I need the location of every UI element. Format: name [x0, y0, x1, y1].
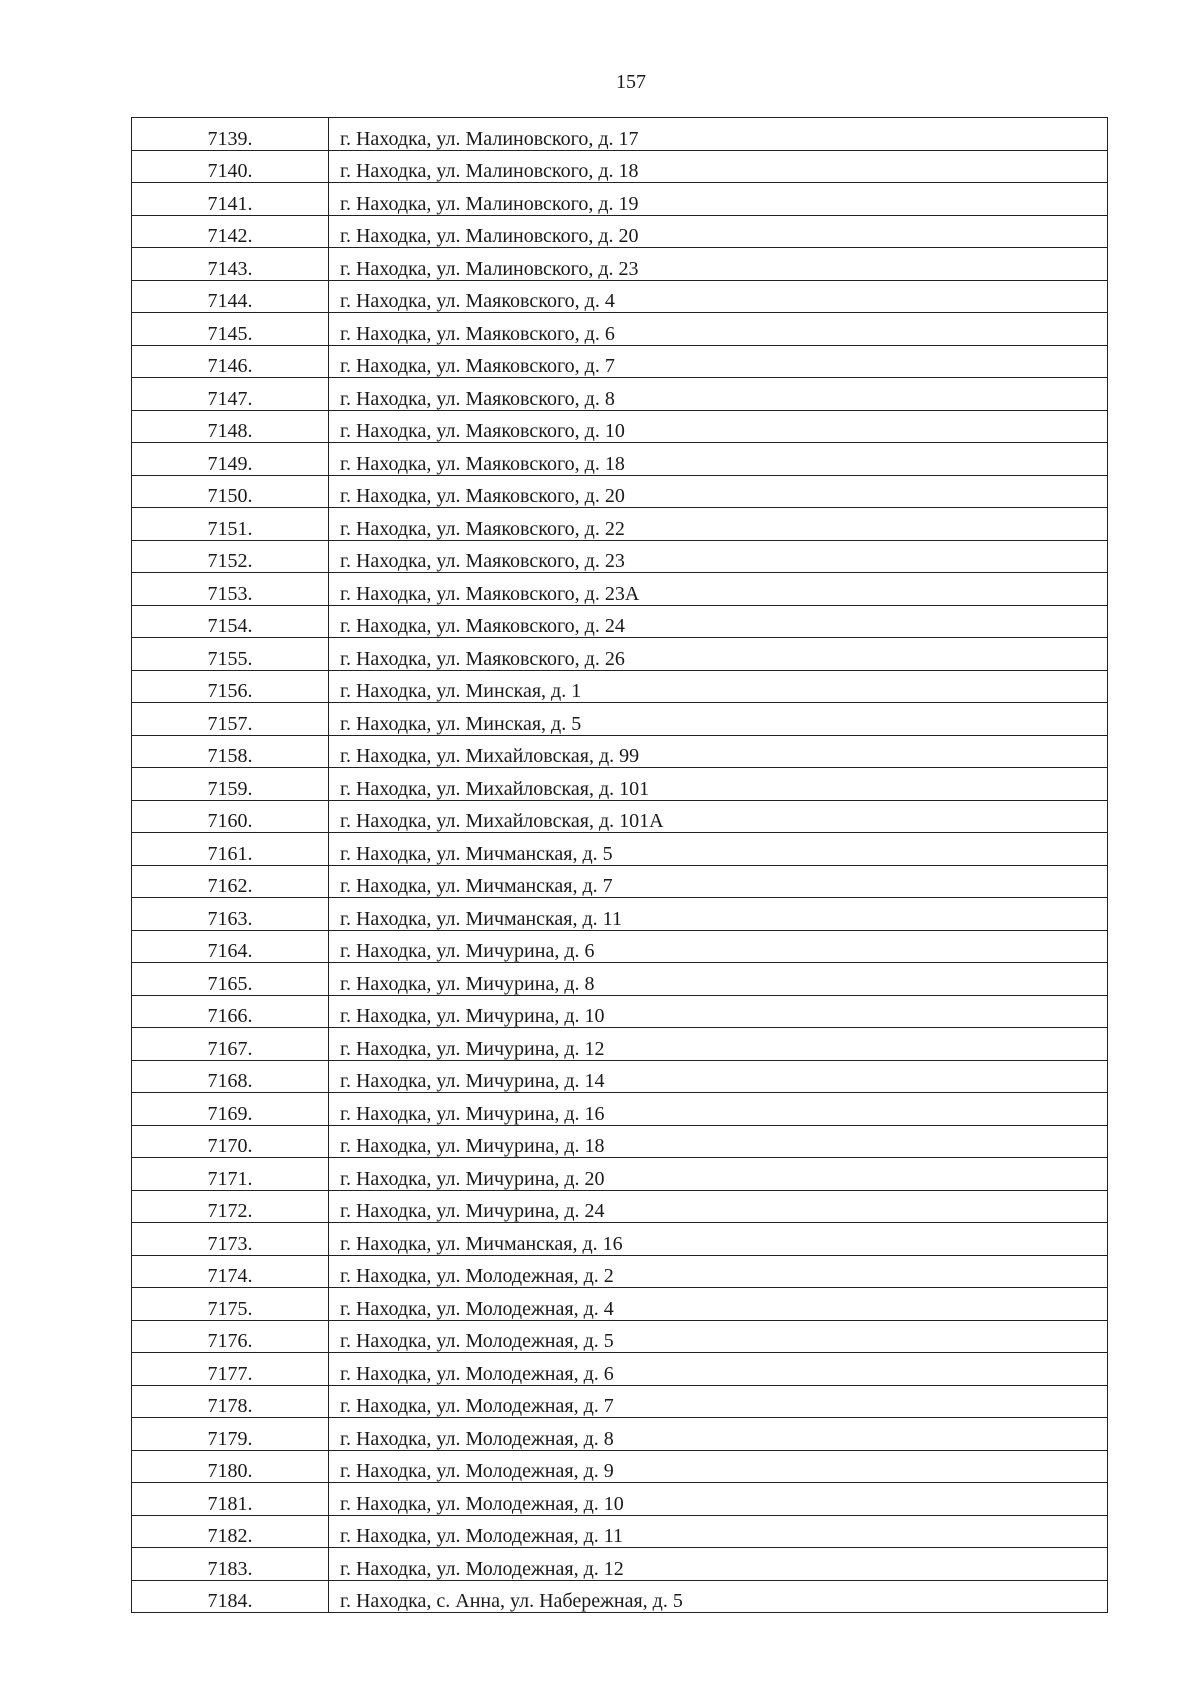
row-number-cell: 7150.	[132, 475, 329, 508]
table-row	[132, 1320, 1108, 1353]
address-cell: г. Находка, ул. Мичурина, д. 10	[329, 995, 1108, 1028]
table-row	[132, 1093, 1108, 1126]
row-number-cell: 7184.	[132, 1580, 329, 1613]
address-cell: г. Находка, ул. Маяковского, д. 23А	[329, 573, 1108, 606]
table-row	[132, 865, 1108, 898]
row-number-cell: 7166.	[132, 995, 329, 1028]
row-number-cell: 7149.	[132, 443, 329, 476]
row-number-cell: 7145.	[132, 313, 329, 346]
table-row	[132, 768, 1108, 801]
row-number-cell: 7155.	[132, 638, 329, 671]
address-cell: г. Находка, ул. Мичурина, д. 16	[329, 1093, 1108, 1126]
table-row	[132, 995, 1108, 1028]
row-number-cell: 7178.	[132, 1385, 329, 1418]
row-number-cell: 7179.	[132, 1418, 329, 1451]
table-row	[132, 1418, 1108, 1451]
table-row	[132, 1158, 1108, 1191]
address-table-body	[132, 118, 1108, 1613]
address-cell: г. Находка, ул. Михайловская, д. 99	[329, 735, 1108, 768]
table-row	[132, 1190, 1108, 1223]
table-row	[132, 378, 1108, 411]
table-row	[132, 410, 1108, 443]
table-row	[132, 313, 1108, 346]
table-row	[132, 1483, 1108, 1516]
table-row	[132, 1515, 1108, 1548]
address-cell: г. Находка, ул. Мичманская, д. 7	[329, 865, 1108, 898]
row-number-cell: 7147.	[132, 378, 329, 411]
row-number-cell: 7151.	[132, 508, 329, 541]
row-number-cell: 7148.	[132, 410, 329, 443]
address-cell: г. Находка, ул. Маяковского, д. 20	[329, 475, 1108, 508]
row-number-cell: 7173.	[132, 1223, 329, 1256]
row-number-cell: 7139.	[132, 118, 329, 151]
address-cell: г. Находка, ул. Маяковского, д. 7	[329, 345, 1108, 378]
table-row	[132, 930, 1108, 963]
table-row	[132, 475, 1108, 508]
table-row	[132, 215, 1108, 248]
table-row	[132, 833, 1108, 866]
row-number-cell: 7162.	[132, 865, 329, 898]
table-row	[132, 345, 1108, 378]
table-row	[132, 898, 1108, 931]
row-number-cell: 7157.	[132, 703, 329, 736]
row-number-cell: 7153.	[132, 573, 329, 606]
address-cell: г. Находка, ул. Маяковского, д. 18	[329, 443, 1108, 476]
row-number-cell: 7163.	[132, 898, 329, 931]
address-table	[131, 117, 1108, 1613]
address-cell: г. Находка, ул. Минская, д. 5	[329, 703, 1108, 736]
row-number-cell: 7152.	[132, 540, 329, 573]
address-cell: г. Находка, ул. Маяковского, д. 22	[329, 508, 1108, 541]
address-cell: г. Находка, ул. Молодежная, д. 2	[329, 1255, 1108, 1288]
table-row	[132, 248, 1108, 281]
row-number-cell: 7143.	[132, 248, 329, 281]
table-row	[132, 1255, 1108, 1288]
row-number-cell: 7175.	[132, 1288, 329, 1321]
address-cell: г. Находка, ул. Минская, д. 1	[329, 670, 1108, 703]
table-row	[132, 443, 1108, 476]
row-number-cell: 7164.	[132, 930, 329, 963]
table-row	[132, 963, 1108, 996]
address-cell: г. Находка, ул. Малиновского, д. 19	[329, 183, 1108, 216]
row-number-cell: 7154.	[132, 605, 329, 638]
address-cell: г. Находка, ул. Малиновского, д. 20	[329, 215, 1108, 248]
address-cell: г. Находка, ул. Маяковского, д. 8	[329, 378, 1108, 411]
row-number-cell: 7142.	[132, 215, 329, 248]
address-cell: г. Находка, ул. Мичманская, д. 11	[329, 898, 1108, 931]
table-row	[132, 1548, 1108, 1581]
page-number: 157	[616, 71, 646, 93]
row-number-cell: 7168.	[132, 1060, 329, 1093]
table-row	[132, 280, 1108, 313]
table-row	[132, 1580, 1108, 1613]
row-number-cell: 7177.	[132, 1353, 329, 1386]
table-row	[132, 703, 1108, 736]
address-cell: г. Находка, ул. Мичманская, д. 16	[329, 1223, 1108, 1256]
address-cell: г. Находка, ул. Михайловская, д. 101	[329, 768, 1108, 801]
address-cell: г. Находка, ул. Молодежная, д. 8	[329, 1418, 1108, 1451]
table-row	[132, 1385, 1108, 1418]
row-number-cell: 7159.	[132, 768, 329, 801]
table-row	[132, 150, 1108, 183]
row-number-cell: 7182.	[132, 1515, 329, 1548]
row-number-cell: 7146.	[132, 345, 329, 378]
table-row	[132, 1060, 1108, 1093]
row-number-cell: 7165.	[132, 963, 329, 996]
address-cell: г. Находка, ул. Мичурина, д. 12	[329, 1028, 1108, 1061]
address-cell: г. Находка, ул. Маяковского, д. 23	[329, 540, 1108, 573]
address-cell: г. Находка, ул. Мичурина, д. 20	[329, 1158, 1108, 1191]
address-cell: г. Находка, ул. Молодежная, д. 11	[329, 1515, 1108, 1548]
row-number-cell: 7174.	[132, 1255, 329, 1288]
table-row	[132, 1353, 1108, 1386]
row-number-cell: 7161.	[132, 833, 329, 866]
row-number-cell: 7158.	[132, 735, 329, 768]
table-row	[132, 183, 1108, 216]
address-cell: г. Находка, ул. Мичурина, д. 24	[329, 1190, 1108, 1223]
row-number-cell: 7169.	[132, 1093, 329, 1126]
row-number-cell: 7140.	[132, 150, 329, 183]
address-cell: г. Находка, ул. Маяковского, д. 6	[329, 313, 1108, 346]
table-row	[132, 1288, 1108, 1321]
address-cell: г. Находка, ул. Мичурина, д. 18	[329, 1125, 1108, 1158]
address-cell: г. Находка, ул. Мичурина, д. 8	[329, 963, 1108, 996]
table-row	[132, 1028, 1108, 1061]
table-row	[132, 605, 1108, 638]
table-row	[132, 1450, 1108, 1483]
row-number-cell: 7160.	[132, 800, 329, 833]
address-cell: г. Находка, ул. Молодежная, д. 12	[329, 1548, 1108, 1581]
row-number-cell: 7170.	[132, 1125, 329, 1158]
row-number-cell: 7180.	[132, 1450, 329, 1483]
address-cell: г. Находка, ул. Малиновского, д. 23	[329, 248, 1108, 281]
row-number-cell: 7183.	[132, 1548, 329, 1581]
address-cell: г. Находка, ул. Малиновского, д. 17	[329, 118, 1108, 151]
table-row	[132, 1223, 1108, 1256]
row-number-cell: 7167.	[132, 1028, 329, 1061]
address-cell: г. Находка, ул. Молодежная, д. 6	[329, 1353, 1108, 1386]
table-row	[132, 800, 1108, 833]
table-row	[132, 1125, 1108, 1158]
row-number-cell: 7176.	[132, 1320, 329, 1353]
address-cell: г. Находка, ул. Мичурина, д. 6	[329, 930, 1108, 963]
row-number-cell: 7141.	[132, 183, 329, 216]
row-number-cell: 7172.	[132, 1190, 329, 1223]
address-cell: г. Находка, ул. Молодежная, д. 7	[329, 1385, 1108, 1418]
address-cell: г. Находка, ул. Малиновского, д. 18	[329, 150, 1108, 183]
table-row	[132, 508, 1108, 541]
address-cell: г. Находка, ул. Молодежная, д. 4	[329, 1288, 1108, 1321]
table-row	[132, 118, 1108, 151]
address-cell: г. Находка, ул. Маяковского, д. 10	[329, 410, 1108, 443]
row-number-cell: 7156.	[132, 670, 329, 703]
address-cell: г. Находка, ул. Мичурина, д. 14	[329, 1060, 1108, 1093]
table-row	[132, 670, 1108, 703]
row-number-cell: 7144.	[132, 280, 329, 313]
address-cell: г. Находка, ул. Маяковского, д. 24	[329, 605, 1108, 638]
row-number-cell: 7171.	[132, 1158, 329, 1191]
address-cell: г. Находка, ул. Молодежная, д. 5	[329, 1320, 1108, 1353]
address-cell: г. Находка, ул. Молодежная, д. 9	[329, 1450, 1108, 1483]
address-cell: г. Находка, ул. Молодежная, д. 10	[329, 1483, 1108, 1516]
table-row	[132, 540, 1108, 573]
address-cell: г. Находка, с. Анна, ул. Набережная, д. 5	[329, 1580, 1108, 1613]
address-cell: г. Находка, ул. Маяковского, д. 4	[329, 280, 1108, 313]
table-row	[132, 573, 1108, 606]
address-cell: г. Находка, ул. Маяковского, д. 26	[329, 638, 1108, 671]
address-cell: г. Находка, ул. Мичманская, д. 5	[329, 833, 1108, 866]
row-number-cell: 7181.	[132, 1483, 329, 1516]
table-row	[132, 638, 1108, 671]
address-cell: г. Находка, ул. Михайловская, д. 101А	[329, 800, 1108, 833]
table-row	[132, 735, 1108, 768]
